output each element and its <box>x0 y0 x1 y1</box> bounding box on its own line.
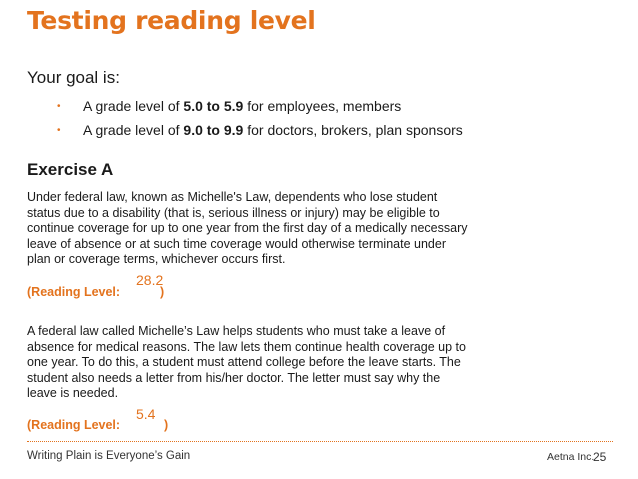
exercise-heading: Exercise A <box>27 160 114 179</box>
reading-level-close: ) <box>164 418 169 432</box>
reading-level-close: ) <box>160 285 165 299</box>
paragraph-original: Under federal law, known as Michelle's Law, dependents who lose student status due to a disability (that is, serious illness or injury) may be eligible to continue coverage for up to one year from the first day of a medically necessary leave of absence or at such time coverage would otherwise terminate under plan or coverage terms, whichever occurs first. <box>27 190 468 267</box>
page-number: 25 <box>593 450 607 464</box>
reading-level-value: 5.4 <box>136 406 156 422</box>
bullet-suffix: for doctors, brokers, plan sponsors <box>243 122 463 138</box>
goal-intro: Your goal is: <box>27 68 120 87</box>
bullet-range: 9.0 to 9.9 <box>183 122 244 138</box>
bullet-marker-icon: • <box>57 125 61 136</box>
footer-divider <box>27 441 613 442</box>
bullet-suffix: for employees, members <box>243 98 402 114</box>
footer-tagline: Writing Plain is Everyone’s Gain <box>27 450 191 462</box>
bullet-prefix: A grade level of <box>83 122 184 138</box>
footer-organization: Aetna Inc. <box>547 451 595 463</box>
bullet-marker-icon: • <box>57 101 61 112</box>
paragraph-plain: A federal law called Michelle’s Law helps students who must take a leave of absence for medical reasons. The law lets them continue health coverage up to one year. To do this, a student must attend college before the leave starts. The student also needs a letter from his/her doctor. The letter must say why the leave is needed. <box>27 324 466 401</box>
reading-level-label: (Reading Level: <box>27 418 121 432</box>
reading-level-value: 28.2 <box>136 272 164 288</box>
bullet-prefix: A grade level of <box>83 98 184 114</box>
bullet-range: 5.0 to 5.9 <box>183 98 244 114</box>
reading-level-label: (Reading Level: <box>27 285 121 299</box>
slide-title: Testing reading level <box>27 6 316 35</box>
